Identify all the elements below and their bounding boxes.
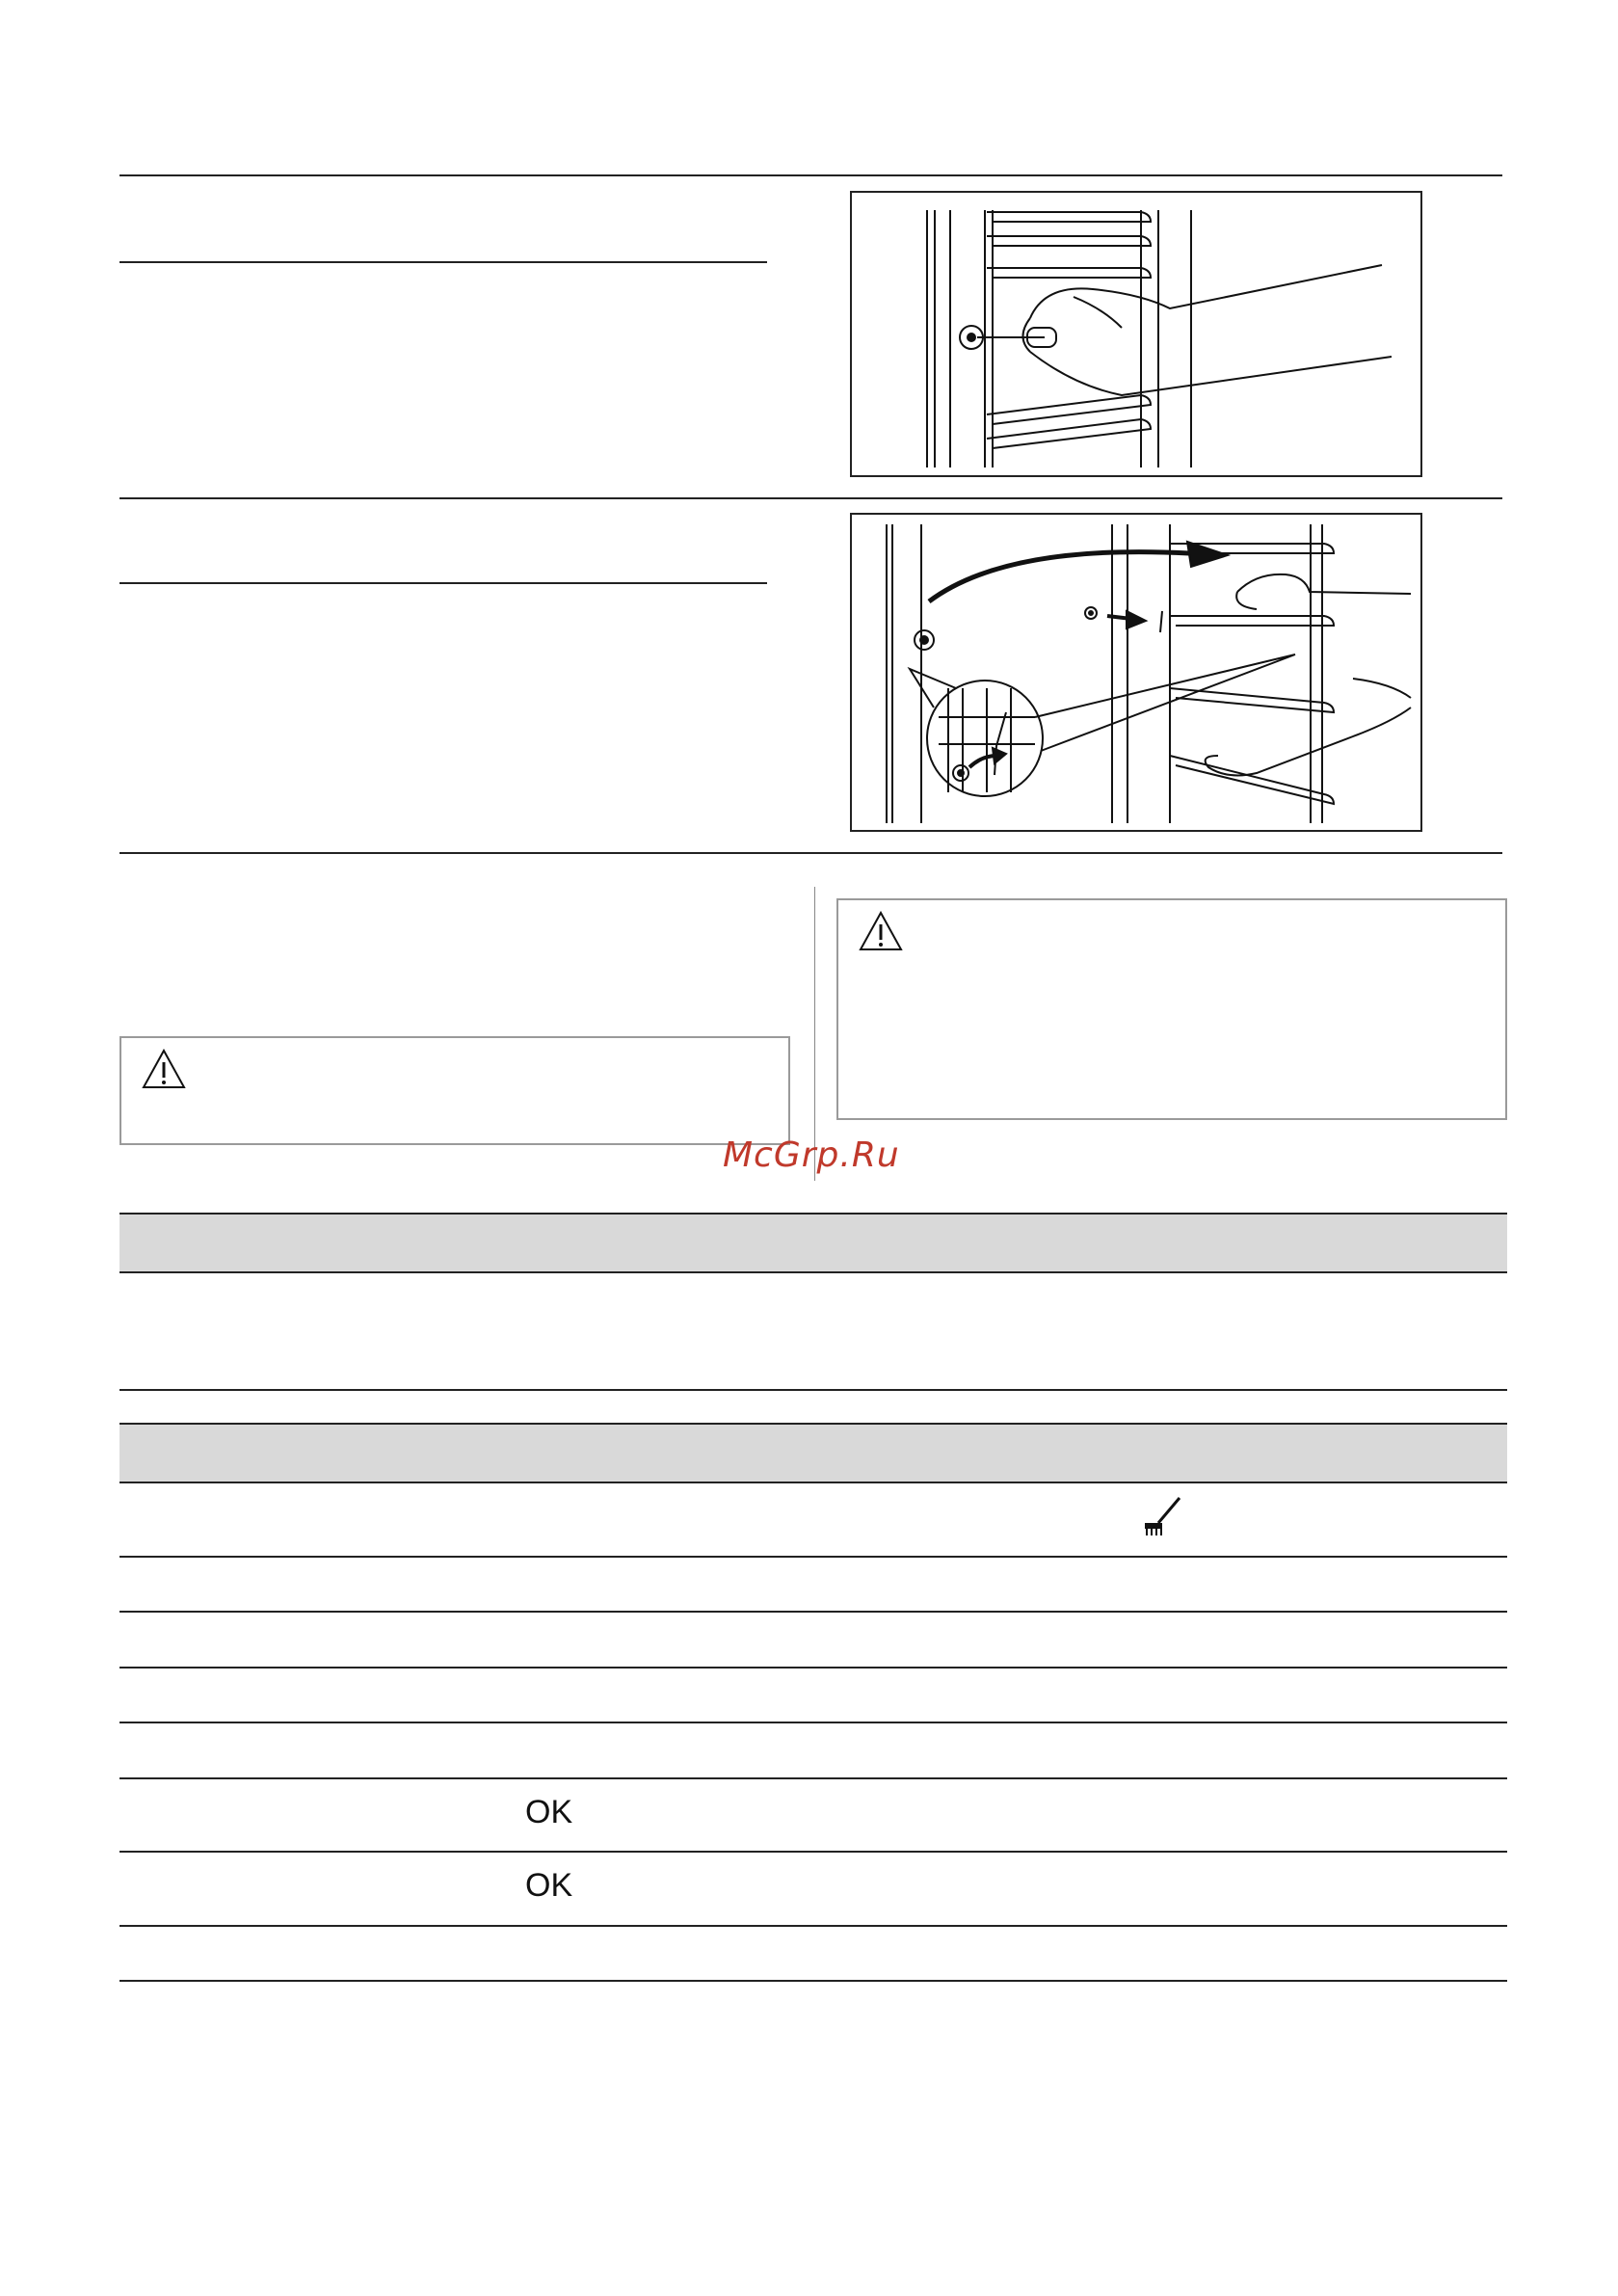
table1-header-row [119, 1215, 1507, 1271]
table2-row-rule [119, 1667, 1507, 1669]
illustration-install-shelf-support [850, 513, 1422, 832]
table2-row-rule [119, 1777, 1507, 1779]
warning-triangle-icon [141, 1048, 187, 1090]
table2-header-rule [119, 1482, 1507, 1483]
table2-row-rule [119, 1925, 1507, 1927]
step1-bottom-rule [119, 497, 1502, 499]
illustration-remove-shelf-support [850, 191, 1422, 477]
ok-symbol: OK [525, 1794, 573, 1830]
warning-box-right [836, 898, 1507, 1120]
ok-symbol: OK [525, 1867, 573, 1904]
table2-bottom-rule [119, 1980, 1507, 1982]
warning-box-left [119, 1036, 790, 1145]
table2-row-rule [119, 1722, 1507, 1723]
section-top-rule [119, 174, 1502, 176]
table2-row-rule [119, 1611, 1507, 1613]
table1-bottom-rule [119, 1389, 1507, 1391]
step2-heading-rule [119, 582, 767, 584]
shelf-support-drawing [852, 193, 1420, 475]
table2-row-rule [119, 1851, 1507, 1853]
shelf-support-install-drawing [852, 515, 1420, 830]
watermark: McGrp.Ru [723, 1135, 900, 1175]
step1-heading-rule [119, 261, 767, 263]
brush-icon [1143, 1494, 1181, 1538]
warning-triangle-icon [858, 910, 904, 952]
step2-bottom-rule [119, 852, 1502, 854]
table2-header-row [119, 1425, 1507, 1482]
table1-header-rule [119, 1271, 1507, 1273]
table2-row-rule [119, 1556, 1507, 1558]
